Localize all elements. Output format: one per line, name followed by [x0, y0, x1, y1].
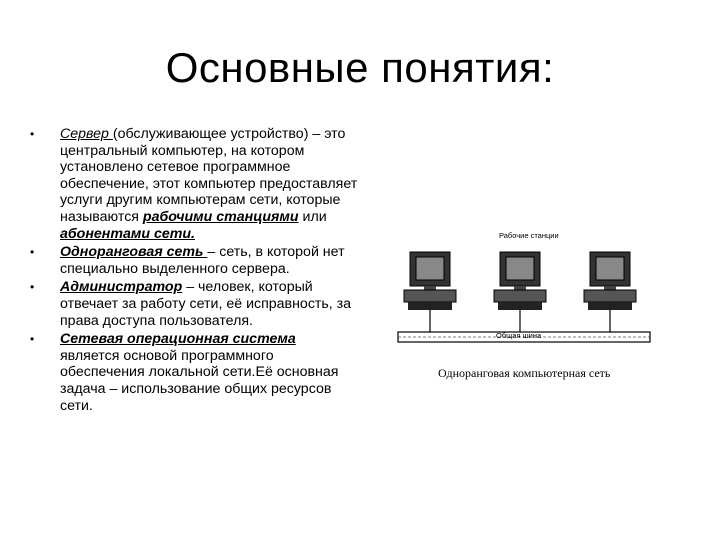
bullet-icon: •: [30, 280, 35, 295]
computer-icon: [404, 252, 456, 332]
bullet-icon: •: [30, 332, 35, 347]
term-peer-network: Одноранговая сеть: [60, 244, 208, 261]
bullet-icon: •: [30, 127, 35, 141]
definition-server: [28, 126, 358, 242]
diagram-caption: Одноранговая компьютерная сеть: [438, 366, 611, 380]
server-text-2: или: [298, 208, 327, 225]
slide-title: Основные понятия:: [165, 44, 555, 91]
bullet-icon: •: [30, 245, 35, 260]
workstations-label: Рабочие станции: [499, 231, 559, 240]
administrator-text: – человек, который отвечает за работу сети, её исправность, за права доступа пользователя.: [60, 279, 352, 329]
definition-administrator: [28, 279, 358, 329]
term-workstations: рабочими станциями: [142, 208, 299, 225]
network-os-text: является основой программного обеспечения локальной сети.Её основная задача – использование общих ресурсов сети.: [60, 347, 339, 414]
term-administrator: Администратор: [60, 279, 183, 296]
definition-peer-network: [28, 244, 358, 277]
peer-network-text: – сеть, в которой нет специально выделенного сервера.: [60, 244, 345, 277]
term-network-os: Сетевая операционная система: [60, 331, 296, 348]
definition-network-os: [28, 331, 358, 414]
computer-icon: [584, 252, 636, 332]
computer-icon: [494, 252, 546, 332]
term-subscribers: абонентами сети.: [60, 225, 195, 242]
definition-list: [28, 126, 358, 416]
server-text-1: (обслуживающее устройство) – это центральный компьютер, на котором установлено сетевое программное обеспечение, этот компьютер предоставляет услуги другим компьютерам сети, которые называются: [60, 126, 358, 225]
term-server: Сервер: [60, 126, 113, 142]
bus-label: Общая шина: [496, 331, 542, 340]
